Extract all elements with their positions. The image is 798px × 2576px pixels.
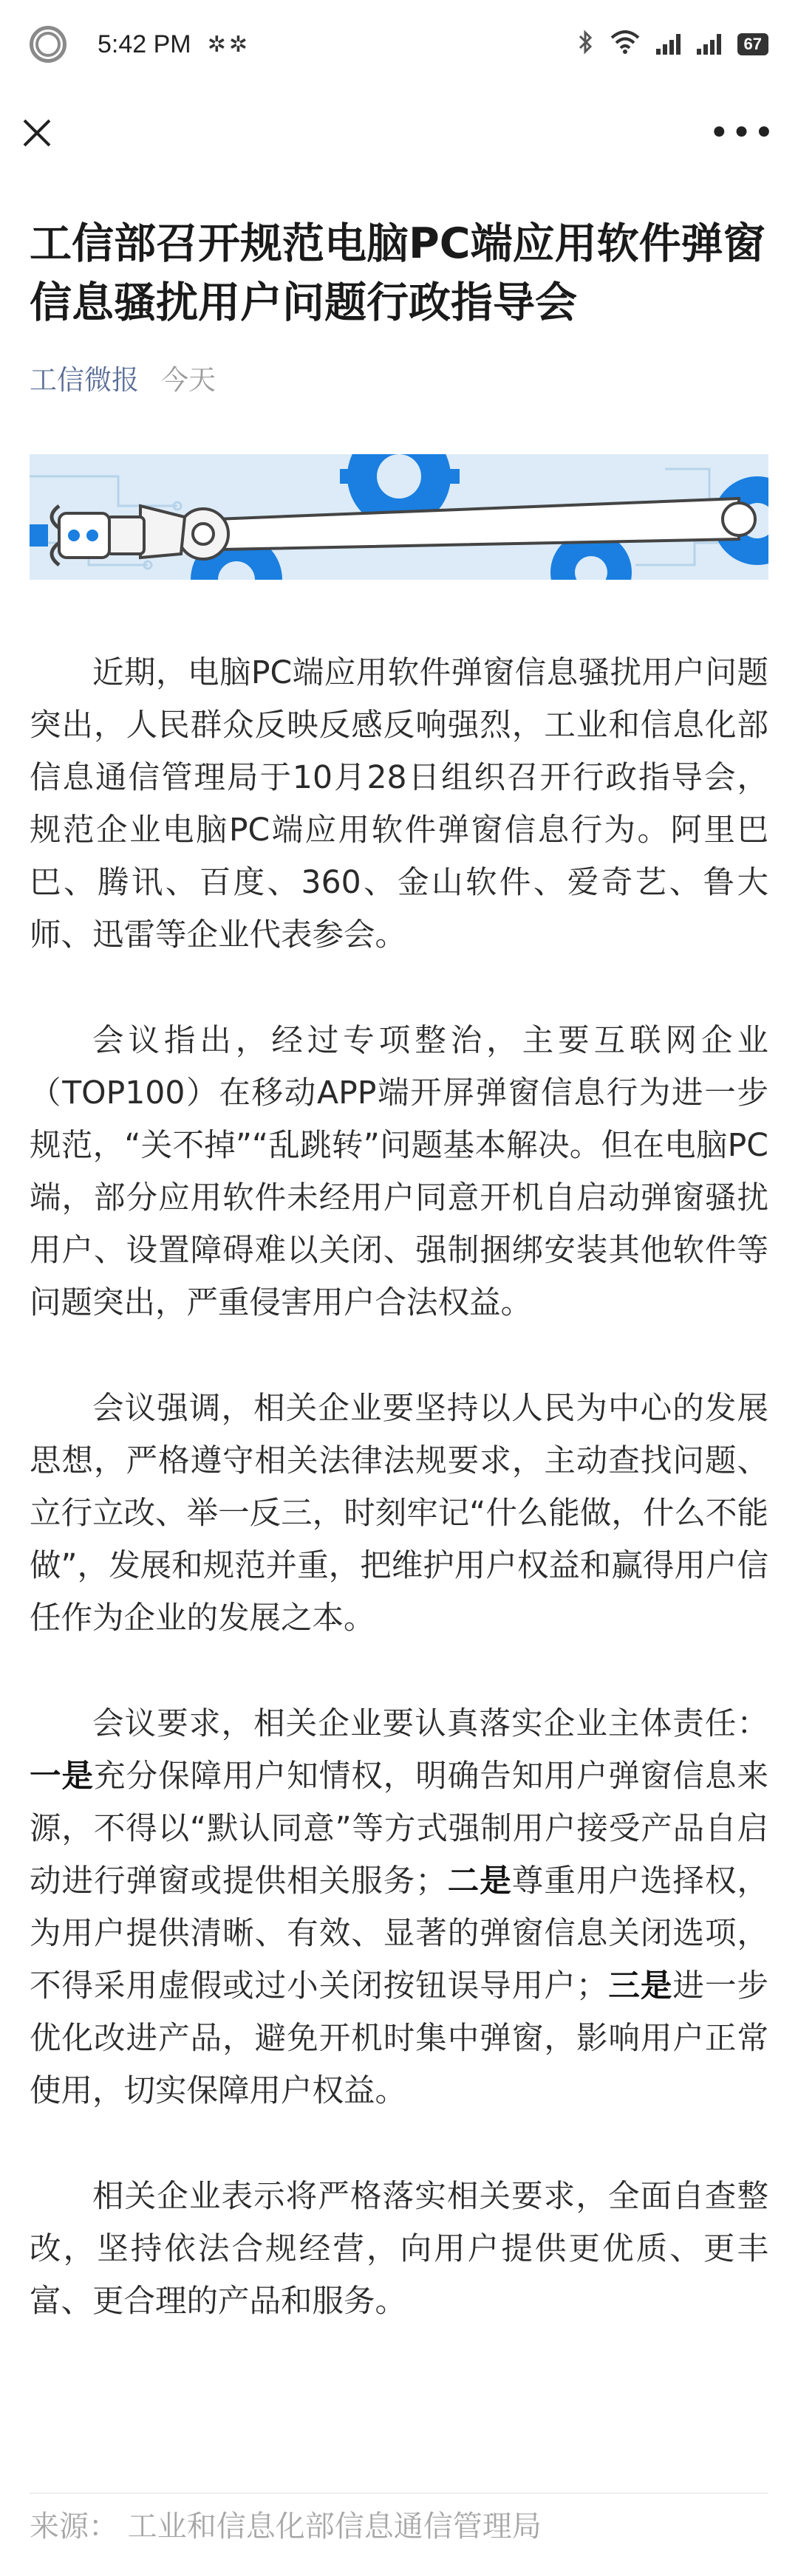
notification-icons: ✲✲ (207, 31, 250, 58)
robot-arm-illustration (30, 454, 768, 580)
article-title: 工信部召开规范电脑PC端应用软件弹窗信息骚扰用户问题行政指导会 (30, 219, 765, 327)
wifi-icon (610, 30, 640, 59)
publish-date: 今天 (161, 364, 216, 396)
recording-ring-icon (30, 26, 66, 63)
paragraph-3: 会议强调，相关企业要坚持以人民为中心的发展思想，严格遵守相关法律法规要求，主动查找问题、立行立改、举一反三，时刻牢记“什么能做，什么不能做”，发展和规范并重，把维护用户权益和赢得用户信任作为企业的发展之本。 (30, 1391, 768, 1637)
p4-intro: 会议要求，相关企业要认真落实企业主体责任： (92, 1706, 768, 1742)
p4-point-2: 尊重用户选择权，为用户提供清晰、有效、显著的弹窗信息关闭选项，不得采用虚假或过小关闭按钮误导用户； (30, 1863, 768, 2004)
battery-icon: 67 (737, 33, 768, 55)
signal-icon (656, 34, 681, 55)
article-source: 来源： 工业和信息化部信息通信管理局 (30, 2493, 768, 2545)
status-bar (0, 0, 798, 89)
p4-point-1-label: 一是 (30, 1758, 95, 1795)
paragraph-4 (30, 1698, 768, 2117)
author-link[interactable]: 工信微报 (30, 364, 139, 396)
article-meta (30, 357, 216, 397)
p4-point-1: 充分保障用户知情权，明确告知用户弹窗信息来源，不得以“默认同意”等方式强制用户接受产品自启动进行弹窗或提供相关服务； (30, 1758, 768, 1900)
p4-point-3-label: 三是 (607, 1968, 673, 2004)
article-body (30, 647, 768, 2381)
more-options-button[interactable]: ••• (709, 112, 776, 154)
paragraph-2: 会议指出，经过专项整治，主要互联网企业（TOP100）在移动APP端开屏弹窗信息行为进一步规范，“关不掉”“乱跳转”问题基本解决。但在电脑PC端，部分应用软件未经用户同意开机自启动弹窗骚扰用户、设置障碍难以关闭、强制捆绑安装其他软件等问题突出，严重侵害用户合法权益。 (30, 1023, 768, 1321)
banner-image (30, 454, 768, 580)
paragraph-1: 近期，电脑PC端应用软件弹窗信息骚扰用户问题突出，人民群众反映反感反响强烈，工业和信息化部信息通信管理局于10月28日组织召开行政指导会，规范企业电脑PC端应用软件弹窗信息行为。阿里巴巴、腾讯、百度、360、金山软件、爱奇艺、鲁大师、迅雷等企业代表参会。 (30, 655, 768, 953)
status-time: 5:42 PM (98, 30, 191, 58)
top-nav (0, 89, 798, 177)
signal-icon-2 (697, 34, 721, 55)
paragraph-5: 相关企业表示将严格落实相关要求，全面自查整改，坚持依法合规经营，向用户提供更优质、更丰富、更合理的产品和服务。 (30, 2179, 768, 2320)
close-icon[interactable] (21, 117, 53, 149)
bluetooth-icon (578, 30, 594, 60)
p4-point-2-label: 二是 (446, 1863, 512, 1900)
p4-point-3: 进一步优化改进产品，避免开机时集中弹窗，影响用户正常使用，切实保障用户权益。 (30, 1968, 768, 2109)
